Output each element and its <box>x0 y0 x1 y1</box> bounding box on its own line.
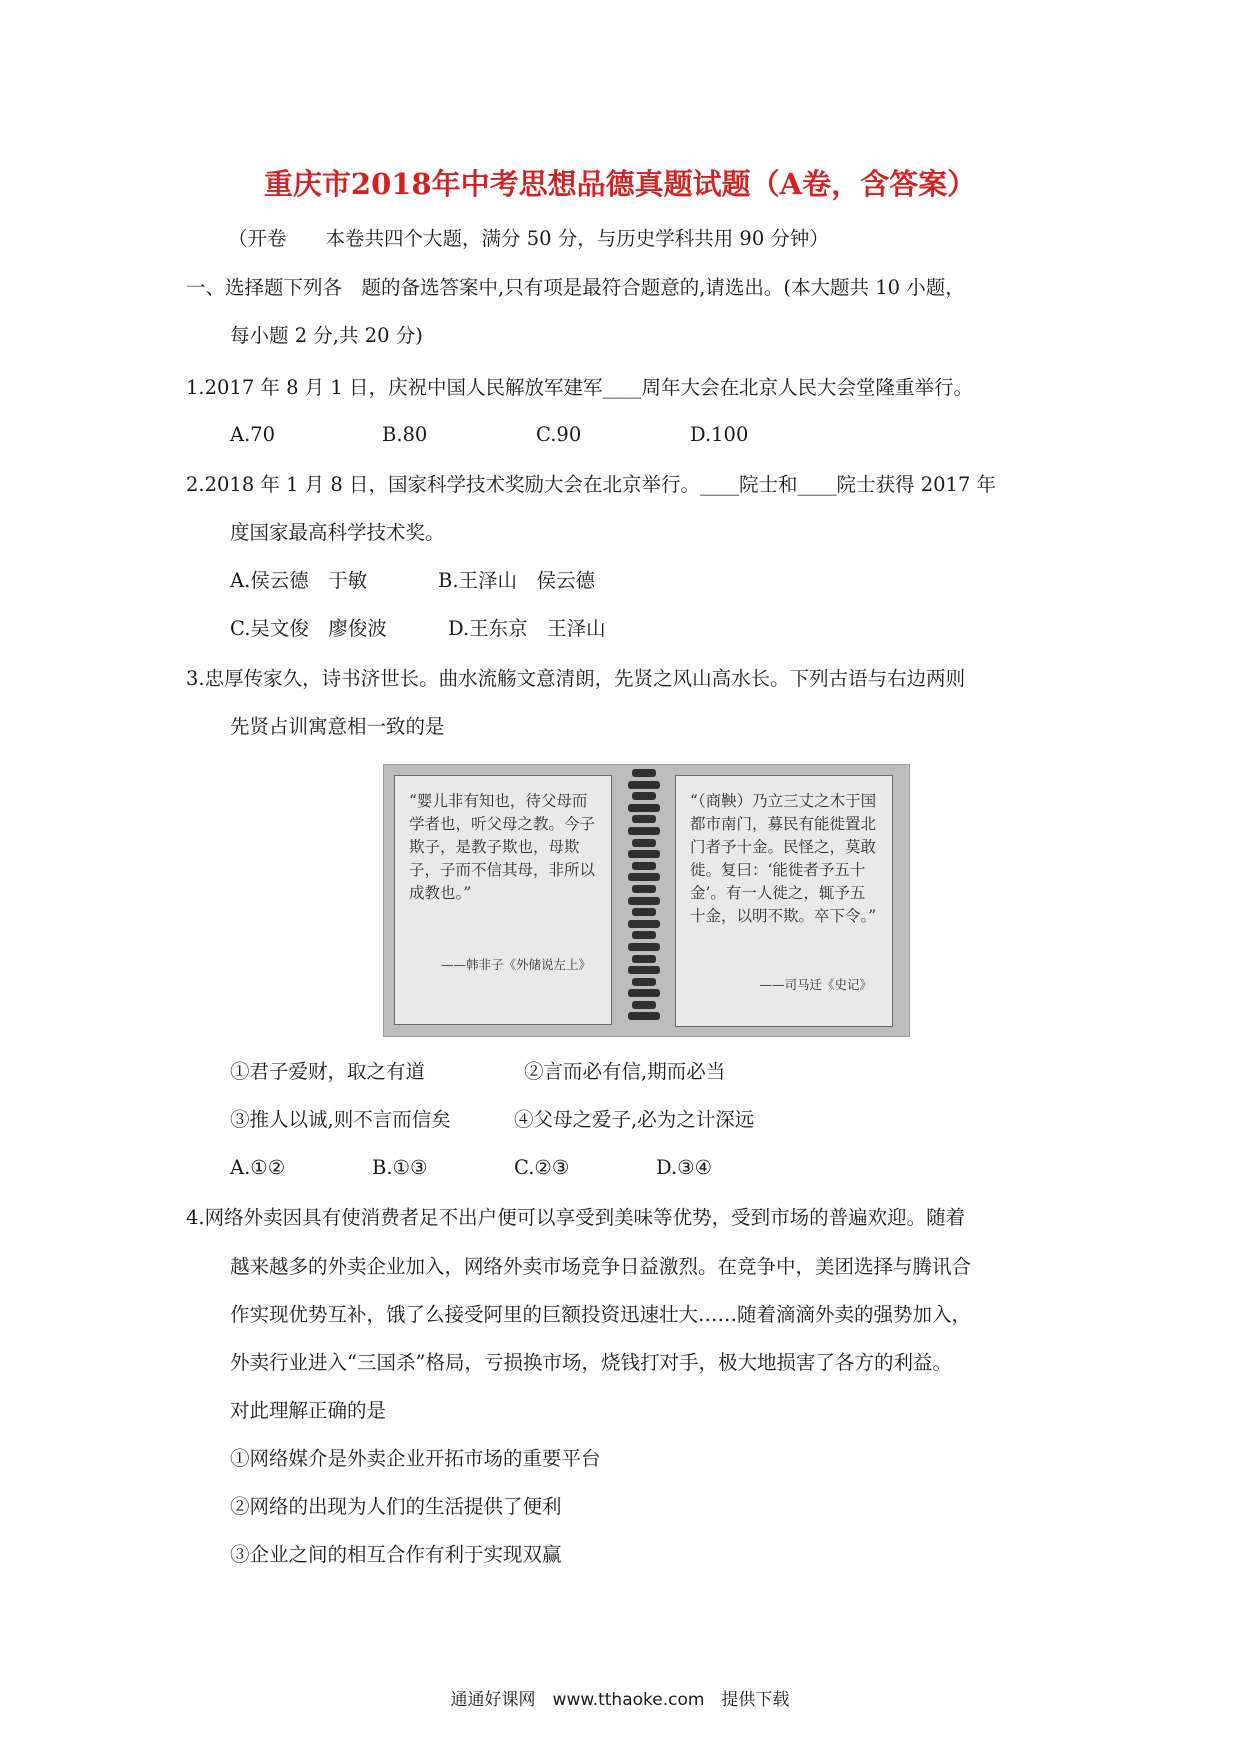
question-2-stem-line1: 2.2018 年 1 月 8 日，国家科学技术奖励大会在北京举行。____院士和____院士获得 2017 年 <box>186 473 997 496</box>
question-3-options <box>230 1158 712 1178</box>
option-a: A.70 <box>230 423 276 446</box>
page-footer: 通通好课网 www.tthaoke.com 提供下载 <box>450 1690 790 1710</box>
page-title: 重庆市2018年中考思想品德真题试题（A卷，含答案） <box>263 167 977 201</box>
option-d: D.100 <box>690 423 749 446</box>
question-4-line3: 作实现优势互补，饿了么接受阿里的巨额投资迅速壮大……随着滴滴外卖的强势加入， <box>230 1303 972 1326</box>
choice-4: ④父母之爱子,必为之计深远 <box>514 1108 755 1131</box>
spiral-binding <box>624 769 664 1031</box>
question-1-options <box>230 425 748 445</box>
section-heading-line1: 一、选择题下列各 题的备选答案中,只有项是最符合题意的,请选出。(本大题共 10 小题， <box>186 276 965 299</box>
choice-3: ③推人以诚,则不言而信矣 <box>230 1108 451 1131</box>
question-3-stem-line1: 3.忠厚传家久，诗书济世长。曲水流觞文意清朗，先贤之风山高水长。下列古语与右边两则 <box>186 667 966 690</box>
choice-3: ③企业之间的相互合作有利于实现双赢 <box>230 1543 562 1566</box>
option-b: B.80 <box>382 423 428 446</box>
choice-2: ②网络的出现为人们的生活提供了便利 <box>230 1495 562 1518</box>
question-4-line1: 4.网络外卖因具有使消费者足不出户便可以享受到美味等优势，受到市场的普遍欢迎。随着 <box>186 1206 966 1229</box>
question-2-stem-line2: 度国家最高科学技术奖。 <box>230 521 445 544</box>
option-d: D.王东京 王泽山 <box>448 617 606 640</box>
option-c: C.90 <box>536 423 582 446</box>
choice-1: ①网络媒介是外卖企业开拓市场的重要平台 <box>230 1447 601 1470</box>
option-a: A.①② <box>230 1156 286 1179</box>
left-page-quote: “婴儿非有知也，待父母而学者也，听父母之教。今子欺子，是教子欺也，母欺子，子而不信其母，非所以成教也。” <box>409 792 596 902</box>
choice-1: ①君子爱财，取之有道 <box>230 1060 426 1083</box>
question-3-stem-line2: 先贤占训寓意相一致的是 <box>230 715 445 738</box>
choice-2: ②言而必有信,期而必当 <box>524 1060 726 1083</box>
section-heading-line2: 每小题 2 分,共 20 分) <box>230 324 423 347</box>
right-page-source: ——司马迁《史记》 <box>759 977 872 992</box>
option-c: C.②③ <box>514 1156 570 1179</box>
left-page-source: ——韩非子《外储说左上》 <box>440 957 591 972</box>
notebook-left-page <box>394 775 612 1025</box>
question-4-line5: 对此理解正确的是 <box>230 1399 387 1422</box>
question-4-line2: 越来越多的外卖企业加入，网络外卖市场竞争日益激烈。在竞争中，美团选择与腾讯合 <box>230 1255 972 1278</box>
question-4-line4: 外卖行业进入“三国杀”格局，亏损换市场，烧钱打对手，极大地损害了各方的利益。 <box>230 1351 952 1374</box>
option-c: C.吴文俊 廖俊波 <box>230 617 387 640</box>
option-b: B.①③ <box>372 1156 428 1179</box>
option-d: D.③④ <box>656 1156 713 1179</box>
notebook-image <box>383 764 910 1037</box>
right-page-quote: “（商鞅）乃立三丈之木于国都市南门，募民有能徙置北门者予十金。民怪之，莫敢徙。复曰：‘能徙者予五十金’。有一人徙之，辄予五十金，以明不欺。卒下令。” <box>690 792 877 925</box>
notebook-right-page <box>675 775 893 1027</box>
option-a: A.侯云德 于敏 <box>230 569 368 592</box>
question-1-stem: 1.2017 年 8 月 1 日，庆祝中国人民解放军建军____周年大会在北京人民大会堂隆重举行。 <box>186 376 974 399</box>
option-b: B.王泽山 侯云德 <box>438 569 596 592</box>
exam-instructions: （开卷 本卷共四个大题，满分 50 分，与历史学科共用 90 分钟） <box>228 227 829 250</box>
